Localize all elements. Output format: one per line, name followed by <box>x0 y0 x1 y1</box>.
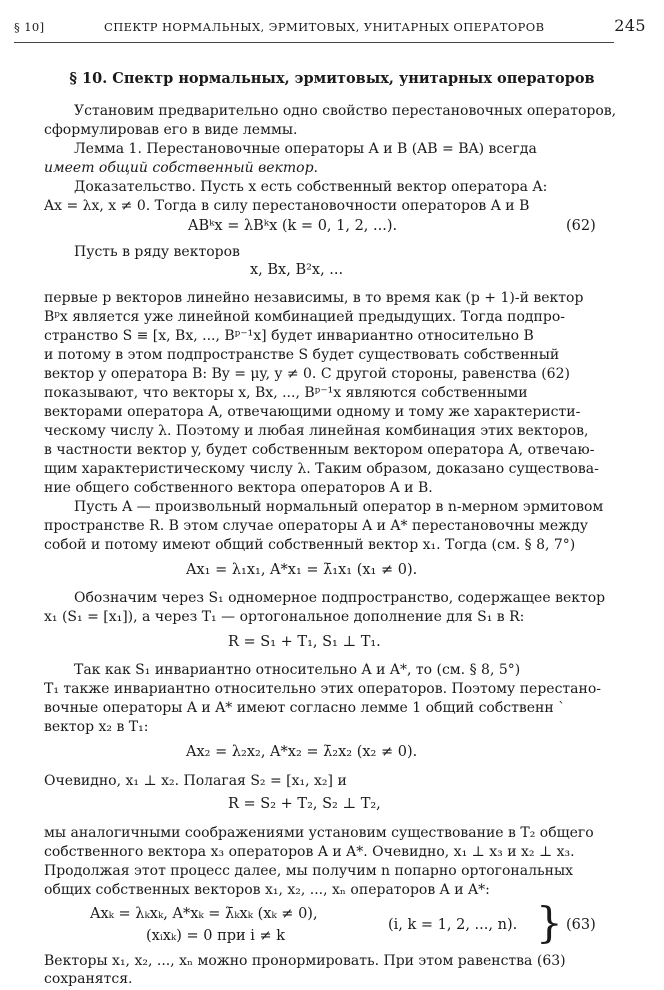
text-line: вектор y оператора B: By = μy, y ≠ 0. С другой стороны, равенства (62) <box>44 366 570 382</box>
section-title: § 10. Спектр нормальных, эрмитовых, унитарных операторов <box>69 70 595 87</box>
equation-r2: R = S₂ + T₂, S₂ ⊥ T₂, <box>228 796 381 812</box>
text-line: Пусть A — произвольный нормальный оператор в n-мерном эрмитовом <box>74 499 604 515</box>
text-line: Bᵖx является уже линейной комбинацией предыдущих. Тогда подпро- <box>44 309 565 325</box>
text-line: Пусть в ряду векторов <box>74 244 240 260</box>
vector-series: x, Bx, B²x, ... <box>250 262 344 278</box>
equation-63-range: (i, k = 1, 2, ..., n). <box>388 917 518 933</box>
text-line: Установим предварительно одно свойство перестановочных операторов, <box>74 103 617 119</box>
text-line: вектор x₂ в T₁: <box>44 719 149 735</box>
equation-r1: R = S₁ + T₁, S₁ ⊥ T₁. <box>228 634 381 650</box>
header-section: § 10] <box>14 20 45 34</box>
equation-ax1: Ax₁ = λ₁x₁, A*x₁ = λ̄₁x₁ (x₁ ≠ 0). <box>186 562 418 578</box>
text-line: и потому в этом подпространстве S будет существовать собственный <box>44 347 560 363</box>
text-line: x₁ (S₁ = [x₁]), а через T₁ — ортогональное дополнение для S₁ в R: <box>44 609 525 625</box>
equation-63-brace: } <box>536 898 563 947</box>
text-line: T₁ также инвариантно относительно этих операторов. Поэтому перестано- <box>44 681 602 697</box>
text-line: Очевидно, x₁ ⊥ x₂. Полагая S₂ = [x₁, x₂] и <box>44 773 347 789</box>
text-line: Ax = λx, x ≠ 0. Тогда в силу перестановочности операторов A и B <box>44 198 530 214</box>
text-line: Так как S₁ инвариантно относительно A и A*, то (см. § 8, 5°) <box>74 662 521 678</box>
equation-number-62: (62) <box>566 218 596 234</box>
text-line: вочные операторы A и A* имеют согласно лемме 1 общий собственн ˋ <box>44 700 566 716</box>
equation-62: ABᵏx = λBᵏx (k = 0, 1, 2, ...). <box>188 218 398 234</box>
text-line: странство S ≡ [x, Bx, ..., Bᵖ⁻¹x] будет инвариантно относительно B <box>44 328 534 344</box>
lemma-line: имеет общий собственный вектор. <box>44 160 318 176</box>
text-line: первые p векторов линейно независимы, в то время как (p + 1)-й вектор <box>44 290 584 306</box>
page-number: 245 <box>614 16 646 35</box>
text-line: Обозначим через S₁ одномерное подпространство, содержащее вектор <box>74 590 606 606</box>
text-line: Векторы x₁, x₂, ..., xₙ можно пронормировать. При этом равенства (63) <box>44 953 566 969</box>
text-line: мы аналогичными соображениями установим существование в T₂ общего <box>44 825 594 841</box>
equation-number-63: (63) <box>566 917 596 933</box>
text-line: Доказательство. Пусть x есть собственный вектор оператора A: <box>74 179 548 195</box>
header-running-title: СПЕКТР НОРМАЛЬНЫХ, ЭРМИТОВЫХ, УНИТАРНЫХ ОПЕРАТОРОВ <box>104 20 545 34</box>
text-line: собственного вектора x₃ операторов A и A*. Очевидно, x₁ ⊥ x₃ и x₂ ⊥ x₃. <box>44 844 575 860</box>
text-line: Продолжая этот процесс далее, мы получим n попарно ортогональных <box>44 863 573 879</box>
text-line: показывают, что векторы x, Bx, ..., Bᵖ⁻¹x являются собственными <box>44 385 528 401</box>
lemma-line: Лемма 1. Перестановочные операторы A и B (AB = BA) всегда <box>74 141 537 157</box>
text-line: сформулировав его в виде леммы. <box>44 122 298 138</box>
header-rule <box>14 42 614 43</box>
equation-63-first-row: Axₖ = λₖxₖ, A*xₖ = λ̄ₖxₖ (xₖ ≠ 0), <box>90 906 318 922</box>
text-line: сохранятся. <box>44 971 133 987</box>
text-line: ние общего собственного вектора операторов A и B. <box>44 480 433 496</box>
text-line: щим характеристическому числу λ. Таким образом, доказано существова- <box>44 461 599 477</box>
text-line: пространстве R. В этом случае операторы A и A* перестановочны между <box>44 518 588 534</box>
text-line: собой и потому имеют общий собственный вектор x₁. Тогда (см. § 8, 7°) <box>44 537 576 553</box>
text-line: общих собственных векторов x₁, x₂, ..., xₙ операторов A и A*: <box>44 882 490 898</box>
equation-ax2: Ax₂ = λ₂x₂, A*x₂ = λ̄₂x₂ (x₂ ≠ 0). <box>186 744 418 760</box>
text-line: в частности вектор y, будет собственным вектором оператора A, отвечаю- <box>44 442 595 458</box>
text-line: ческому числу λ. Поэтому и любая линейная комбинация этих векторов, <box>44 423 589 439</box>
equation-63-second-row: (xᵢxₖ) = 0 при i ≠ k <box>146 928 286 944</box>
text-line: векторами оператора A, отвечающими одному и тому же характеристи- <box>44 404 581 420</box>
